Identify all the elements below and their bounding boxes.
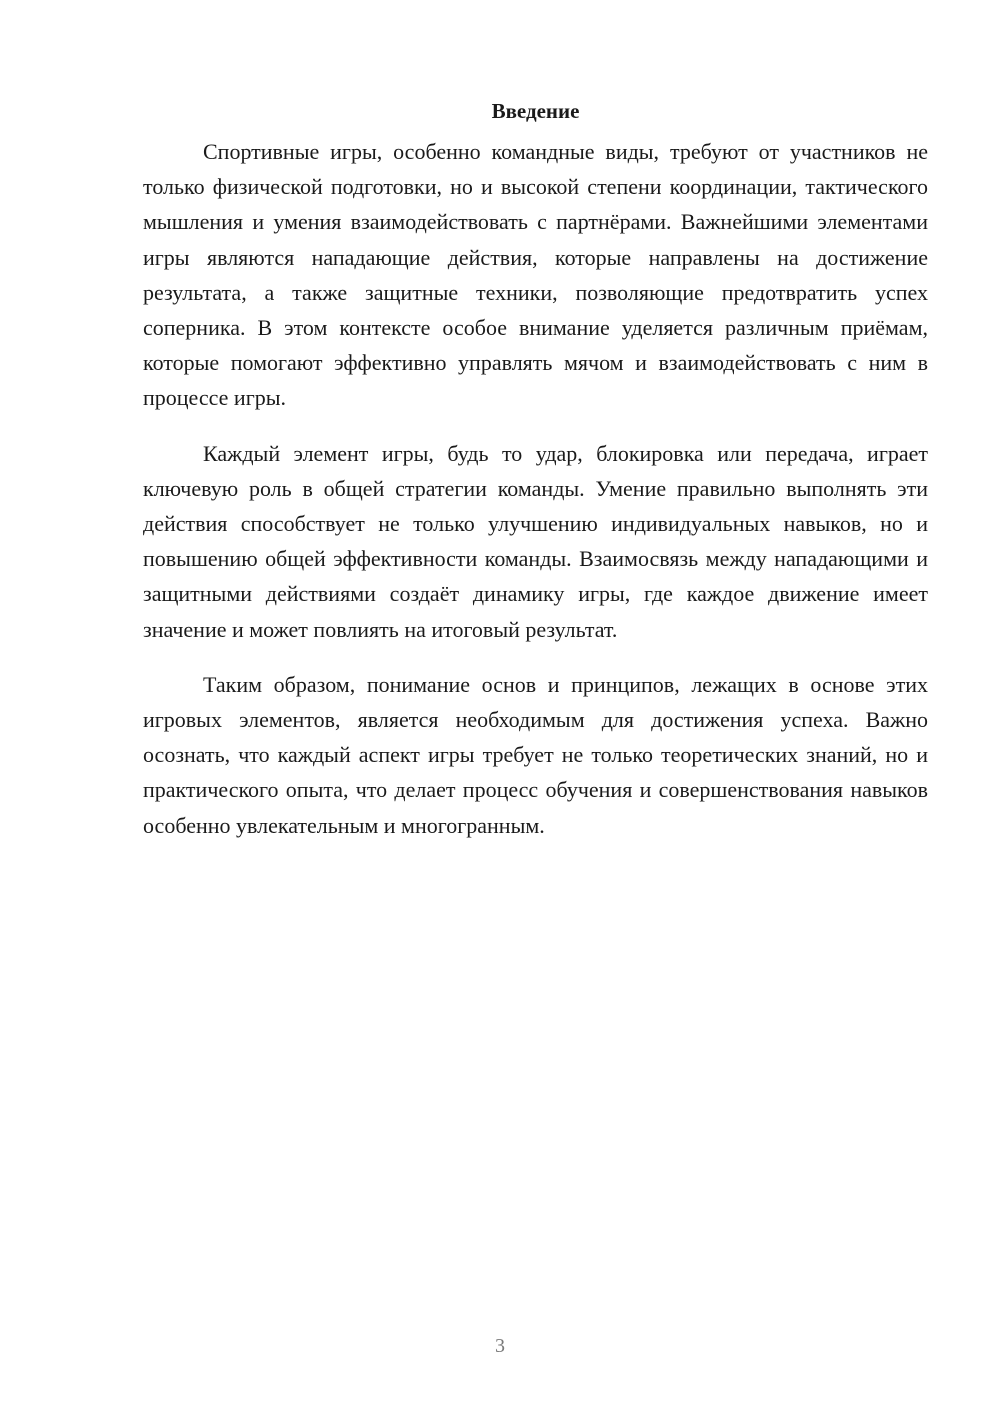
paragraph-2: Каждый элемент игры, будь то удар, блокировка или передача, играет ключевую роль в общей стратегии команды. Умение правильно выполнять эти действия способствует не только улучшению индивидуальных навыков, но и повышению общей эффективности команды. Взаимосвязь между нападающими и защитными действиями создаёт динамику игры, где каждое движение имеет значение и может повлиять на итоговый результат. <box>143 440 928 642</box>
section-title: Введение <box>491 99 580 123</box>
paragraph-3: Таким образом, понимание основ и принципов, лежащих в основе этих игровых элементов, является необходимым для достижения успеха. Важно осознать, что каждый аспект игры требует не только теоретических знаний, но и практического опыта, что делает процесс обучения и совершенствования навыков особенно увлекательным и многогранным. <box>143 671 928 838</box>
page-content <box>143 96 928 863</box>
paragraph-1: Спортивные игры, особенно командные виды, требуют от участников не только физической подготовки, но и высокой степени координации, тактического мышления и умения взаимодействовать с партнёрами. Важнейшими элементами игры являются нападающие действия, которые направлены на достижение результата, а также защитные техники, позволяющие предотвратить успех соперника. В этом контексте особое внимание уделяется различным приёмам, которые помогают эффективно управлять мячом и взаимодействовать с ним в процессе игры. <box>143 139 928 411</box>
page-number: 3 <box>495 1335 505 1357</box>
